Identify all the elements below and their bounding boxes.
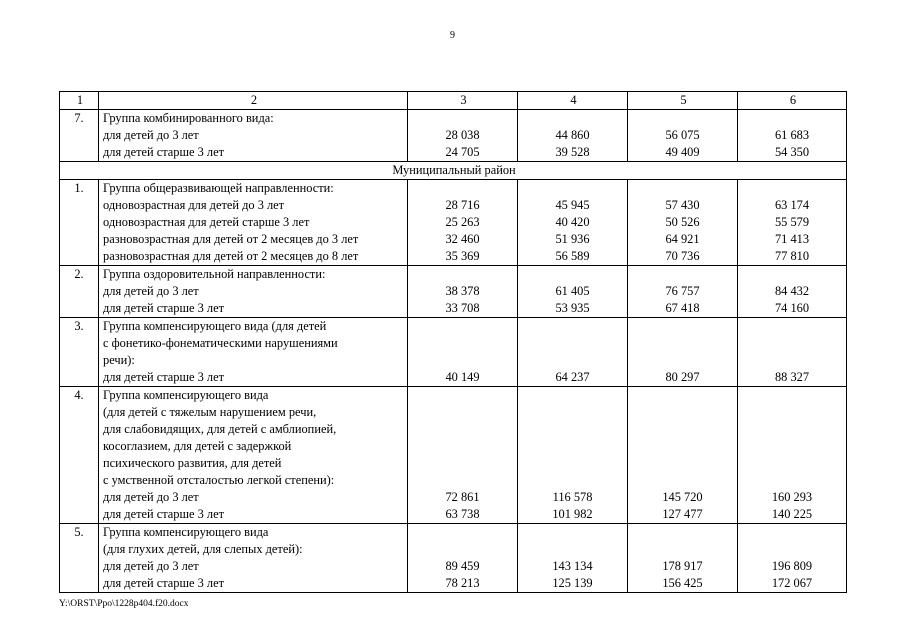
table-row [60,387,847,524]
description-line: разновозрастная для детей от 2 месяцев до 3 лет [103,232,359,246]
description-line: для слабовидящих, для детей с амблиопией, [103,422,337,436]
table-row [60,318,847,387]
description-line: Группа компенсирующего вида [103,525,269,539]
value-cell-col6 [738,180,847,266]
value: 39 528 [555,145,590,159]
description-line: для детей до 3 лет [103,559,199,573]
value-cell-col6 [738,318,847,387]
description-line: Группа компенсирующего вида (для детей [103,319,327,333]
row-description [99,524,408,593]
description-line: речи): [103,353,135,367]
value: 33 708 [445,301,480,315]
value: 45 945 [555,198,590,212]
value-cell-col3 [408,318,518,387]
row-number: 7. [60,110,99,162]
value-cell-col3 [408,110,518,162]
value-cell-col3 [408,266,518,318]
value: 101 982 [552,507,593,521]
description-line: для детей до 3 лет [103,128,199,142]
value-cell-col4 [518,387,628,524]
value: 172 067 [771,576,813,590]
value: 156 425 [662,576,703,590]
header-cell-6: 6 [738,92,847,110]
value-cell-col5 [628,524,738,593]
value: 28 716 [445,198,480,212]
description-line: для детей старше 3 лет [103,145,225,159]
value: 28 038 [445,128,480,142]
row-number: 2. [60,266,99,318]
description-line: Группа компенсирующего вида [103,388,269,402]
description-line: косоглазием, для детей с задержкой [103,439,292,453]
value: 160 293 [771,490,813,504]
description-line: для детей старше 3 лет [103,576,225,590]
value-cell-col5 [628,387,738,524]
section-title: Муниципальный район [60,162,847,180]
table-row [60,110,847,162]
value: 64 237 [555,370,590,384]
value: 57 430 [665,198,700,212]
header-cell-3: 3 [408,92,518,110]
page-number: 9 [450,30,455,41]
description-line: одновозрастная для детей до 3 лет [103,198,285,212]
value: 127 477 [662,507,703,521]
value: 78 213 [445,576,480,590]
value: 61 405 [555,284,590,298]
value: 84 432 [774,284,810,298]
value-cell-col4 [518,110,628,162]
row-number: 5. [60,524,99,593]
value: 44 860 [555,128,590,142]
value: 63 174 [774,198,810,212]
description-line: для детей старше 3 лет [103,301,225,315]
description-line: для детей старше 3 лет [103,370,225,384]
value: 51 936 [555,232,590,246]
value-cell-col6 [738,387,847,524]
description-line: для детей старше 3 лет [103,507,225,521]
value: 54 350 [774,145,810,159]
value-cell-col3 [408,387,518,524]
value-cell-col4 [518,318,628,387]
value: 38 378 [445,284,480,298]
value: 55 579 [774,215,810,229]
value: 145 720 [662,490,703,504]
value-cell-col3 [408,180,518,266]
value: 24 705 [445,145,480,159]
table-header-row [60,92,847,110]
value: 67 418 [665,301,700,315]
row-description [99,318,408,387]
section-header-row [60,162,847,180]
value-cell-col4 [518,524,628,593]
value: 49 409 [665,145,700,159]
value: 76 757 [665,284,700,298]
value: 140 225 [771,507,813,521]
value-cell-col4 [518,266,628,318]
value: 53 935 [555,301,590,315]
description-line: с фонетико-фонематическими нарушениями [103,336,338,350]
value: 61 683 [774,128,810,142]
header-cell-1: 1 [60,92,99,110]
description-line: одновозрастная для детей старше 3 лет [103,215,310,229]
row-description [99,110,408,162]
value: 89 459 [445,559,480,573]
value-cell-col5 [628,318,738,387]
value-cell-col6 [738,266,847,318]
header-cell-2: 2 [99,92,408,110]
value-cell-col5 [628,110,738,162]
row-description [99,387,408,524]
description-line: Группа комбинированного вида: [103,111,274,125]
description-line: психического развития, для детей [103,456,282,470]
table-row [60,524,847,593]
description-line: для детей до 3 лет [103,490,199,504]
value: 125 139 [552,576,593,590]
description-line: с умственной отсталостью легкой степени): [103,473,335,487]
description-line: (для детей с тяжелым нарушением речи, [103,405,317,419]
value: 116 578 [552,490,593,504]
header-cell-4: 4 [518,92,628,110]
tariff-table [59,91,847,593]
description-line: (для глухих детей, для слепых детей): [103,542,303,556]
value: 77 810 [774,249,810,263]
value: 71 413 [774,232,810,246]
table-row [60,266,847,318]
value-cell-col6 [738,110,847,162]
value: 70 736 [665,249,700,263]
value: 178 917 [662,559,703,573]
footer-file-path: Y:\ORST\Ppo\1228p404.f20.docx [59,599,189,609]
value: 80 297 [665,370,700,384]
row-number: 3. [60,318,99,387]
value-cell-col5 [628,180,738,266]
value: 196 809 [771,559,813,573]
value: 40 420 [555,215,590,229]
value-cell-col4 [518,180,628,266]
value-cell-col5 [628,266,738,318]
description-line: разновозрастная для детей от 2 месяцев до 8 лет [103,249,359,263]
value: 32 460 [445,232,480,246]
value: 88 327 [774,370,810,384]
row-description [99,266,408,318]
row-number: 1. [60,180,99,266]
row-number: 4. [60,387,99,524]
value: 143 134 [552,559,593,573]
value: 40 149 [445,370,480,384]
value: 56 589 [555,249,590,263]
value: 50 526 [665,215,700,229]
description-line: Группа оздоровительной направленности: [103,267,326,281]
value-cell-col6 [738,524,847,593]
value: 74 160 [774,301,810,315]
value: 64 921 [665,232,700,246]
value: 72 861 [445,490,480,504]
table-row [60,180,847,266]
description-line: Группа общеразвивающей направленности: [103,181,334,195]
row-description [99,180,408,266]
value: 25 263 [445,215,480,229]
value: 63 738 [445,507,480,521]
description-line: для детей до 3 лет [103,284,199,298]
value: 56 075 [665,128,700,142]
value: 35 369 [445,249,480,263]
value-cell-col3 [408,524,518,593]
header-cell-5: 5 [628,92,738,110]
